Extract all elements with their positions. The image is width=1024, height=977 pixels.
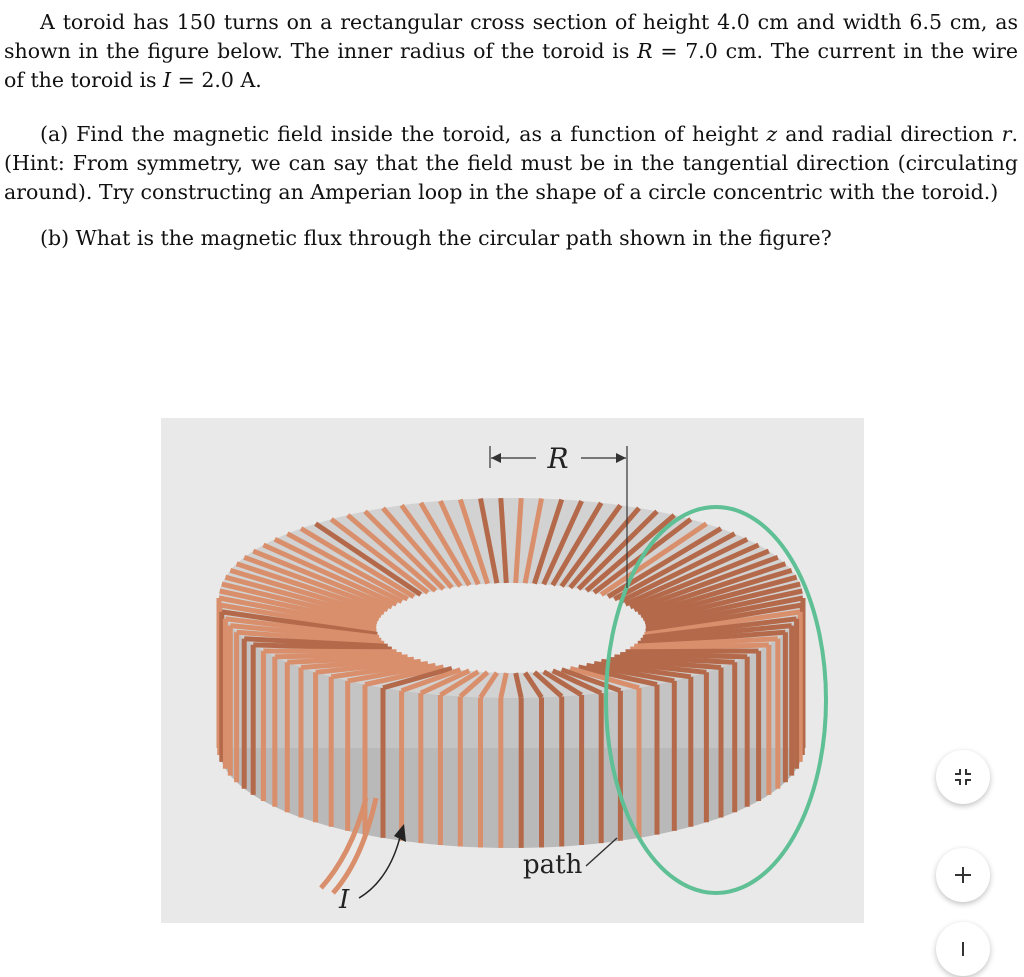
intro-text-1: A toroid has 150 turns on a rectangular cross section of height 4.0 cm and width 6.5 cm, as shown in the figure below. The inner radius of the toroid is <box>4 10 1018 63</box>
coil-winding-top <box>626 651 759 652</box>
problem-intro <box>4 8 1018 95</box>
part-a-text-3: . (Hint: From symmetry, we can say that the field must be in the tangential direction (circulating around). Try constructing an Amperian loop in the shape of a circle concentric with the toroid.) <box>4 122 1019 204</box>
toroid-illustration <box>161 418 864 923</box>
intro-text-3: = 2.0 A. <box>171 68 262 92</box>
part-b-text: (b) What is the magnetic flux through the circular path shown in the figure? <box>40 226 832 250</box>
minus-icon <box>952 938 974 960</box>
current-label: I <box>339 885 350 915</box>
radius-arrow-right-head <box>616 453 626 463</box>
plus-icon <box>952 864 974 886</box>
part-a-text-1: (a) Find the magnetic field inside the toroid, as a function of height <box>40 122 767 146</box>
toroid-figure <box>161 418 864 923</box>
zoom-out-button[interactable] <box>936 922 990 976</box>
fit-screen-button[interactable] <box>936 750 990 804</box>
radius-arrow-left-head <box>491 453 501 463</box>
problem-part-b <box>4 224 1018 253</box>
intro-I-variable: I <box>163 68 172 92</box>
problem-part-a <box>4 120 1018 207</box>
toroid-core <box>219 498 803 848</box>
fit-screen-icon <box>951 765 975 789</box>
zoom-in-button[interactable] <box>936 848 990 902</box>
part-a-z-variable: z <box>766 122 778 146</box>
part-a-text-2: and radial direction <box>777 122 1002 146</box>
intro-text-2: = 7.0 cm. The current in the wire of the toroid is <box>4 39 1018 92</box>
coil-winding-top <box>263 651 396 652</box>
intro-R-variable: R <box>637 39 653 63</box>
part-a-r-variable: r <box>1001 122 1012 146</box>
path-label: path <box>523 850 583 880</box>
radius-label: R <box>547 442 569 475</box>
